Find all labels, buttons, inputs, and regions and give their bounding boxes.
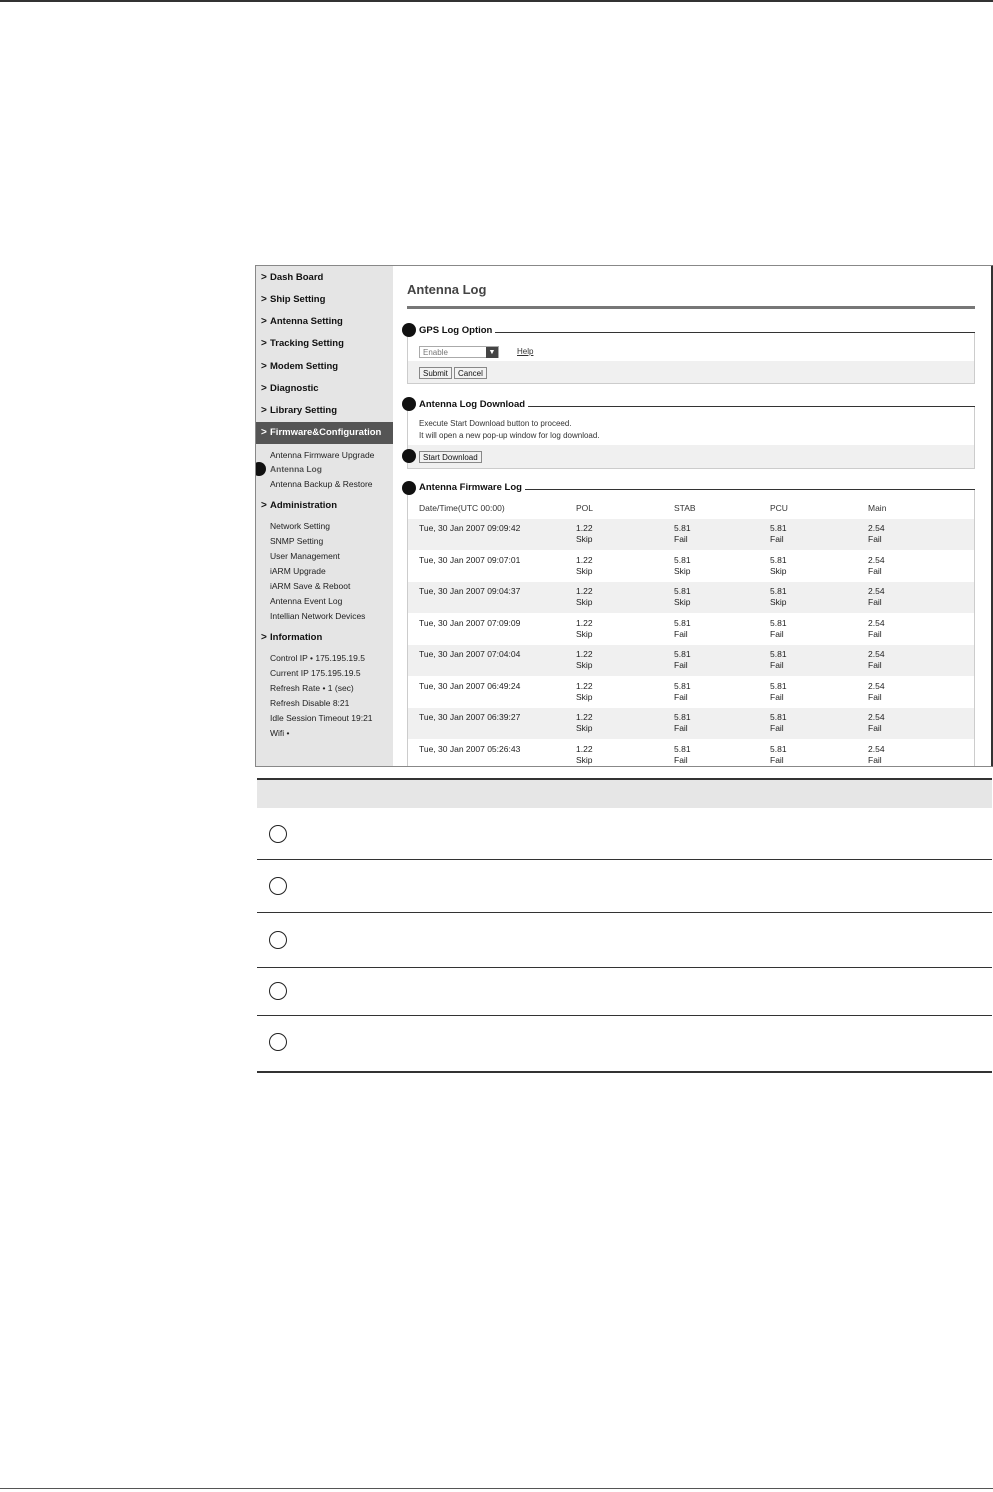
- log-main-status-cell: Fail: [868, 723, 882, 733]
- log-pol-version-cell: 1.22: [576, 523, 593, 533]
- log-pcu-version-cell: 5.81: [770, 712, 787, 722]
- cancel-button[interactable]: Cancel: [454, 367, 487, 379]
- log-stab-status-cell: Skip: [674, 565, 691, 576]
- log-pol-status-cell: Skip: [576, 754, 593, 765]
- chevron-right-icon: >: [261, 632, 267, 643]
- sidebar-item-tracking-setting[interactable]: [256, 333, 393, 355]
- log-pol-version-cell: 1.22: [576, 586, 593, 596]
- log-pcu-status-cell: Fail: [770, 691, 784, 702]
- sidebar-item-label: Library Setting: [270, 405, 338, 416]
- log-stab-version-cell: 5.81: [674, 649, 691, 659]
- info-current-ip: Current IP 175.195.19.5: [270, 668, 361, 678]
- sidebar-item-information[interactable]: [256, 627, 393, 649]
- log-pcu-version-cell: 5.81: [770, 554, 787, 565]
- log-main-version-cell: 2.54: [868, 712, 885, 722]
- log-date-cell: Tue, 30 Jan 2007 07:09:09: [419, 617, 521, 628]
- sidebar-item-administration[interactable]: [256, 495, 393, 517]
- sidebar-sub-iarm-upgrade[interactable]: iARM Upgrade: [270, 566, 326, 576]
- submit-button[interactable]: Submit: [419, 367, 452, 379]
- log-pol-version-cell: 1.22: [576, 743, 593, 754]
- info-wifi: Wifi •: [270, 728, 290, 738]
- bottom-rule: [0, 1488, 993, 1489]
- log-main-status-cell: Fail: [868, 534, 882, 544]
- sidebar-sub-iarm-save-reboot[interactable]: iARM Save & Reboot: [270, 581, 351, 591]
- log-pcu-version-cell: 5.81: [770, 680, 787, 691]
- log-stab-version-cell: 5.81: [674, 680, 691, 691]
- table-row: [408, 614, 974, 645]
- sidebar-item-library-setting[interactable]: [256, 400, 393, 422]
- log-pol-status-cell: Skip: [576, 723, 593, 733]
- log-date-cell: Tue, 30 Jan 2007 05:26:43: [419, 743, 521, 754]
- sidebar-sub-snmp-setting[interactable]: SNMP Setting: [270, 536, 324, 546]
- log-pol-version-cell: 1.22: [576, 554, 593, 565]
- chevron-right-icon: >: [261, 361, 267, 372]
- log-main-version-cell: 2.54: [868, 617, 885, 628]
- sidebar-item-ship-setting[interactable]: [256, 289, 393, 311]
- sidebar: [256, 266, 393, 766]
- firmware-log-title: Antenna Firmware Log: [419, 482, 525, 493]
- help-link[interactable]: Help: [517, 347, 534, 356]
- sidebar-item-label: Administration: [270, 500, 338, 511]
- log-main-status-cell: Fail: [868, 597, 882, 607]
- log-stab-status-cell: Fail: [674, 534, 688, 544]
- table-row: [408, 740, 974, 768]
- log-main-status-cell: Fail: [868, 660, 882, 670]
- start-download-button[interactable]: Start Download: [419, 451, 482, 463]
- sidebar-sub-intellian-network-devices[interactable]: Intellian Network Devices: [270, 611, 366, 621]
- sidebar-item-label: Tracking Setting: [270, 338, 344, 349]
- marker-dot-2: [402, 397, 416, 411]
- column-header-main: Main: [868, 503, 887, 513]
- sidebar-sub-antenna-firmware-upgrade[interactable]: Antenna Firmware Upgrade: [270, 450, 375, 460]
- log-date-cell: Tue, 30 Jan 2007 06:39:27: [419, 712, 521, 722]
- numbered-circle-icon: [269, 931, 287, 949]
- log-pcu-version-cell: 5.81: [770, 523, 787, 533]
- log-main-status-cell: Fail: [868, 754, 882, 765]
- log-date-cell: Tue, 30 Jan 2007 09:04:37: [419, 586, 521, 596]
- chevron-right-icon: >: [261, 427, 267, 438]
- log-date-cell: Tue, 30 Jan 2007 09:07:01: [419, 554, 521, 565]
- column-header-pcu: PCU: [770, 503, 788, 513]
- log-stab-version-cell: 5.81: [674, 712, 691, 722]
- table-row: [408, 519, 974, 550]
- log-pcu-status-cell: Skip: [770, 565, 787, 576]
- info-refresh-rate: Refresh Rate • 1 (sec): [270, 683, 354, 693]
- log-stab-version-cell: 5.81: [674, 586, 691, 596]
- description-table-header: [257, 778, 992, 808]
- chevron-right-icon: >: [261, 383, 267, 394]
- log-main-version-cell: 2.54: [868, 743, 885, 754]
- log-pcu-status-cell: Skip: [770, 597, 787, 607]
- log-pcu-status-cell: Fail: [770, 660, 784, 670]
- table-row: [408, 708, 974, 739]
- description-row: [257, 860, 992, 913]
- gps-log-select-value: Enable: [423, 348, 448, 357]
- sidebar-item-firmware-configuration[interactable]: [256, 422, 393, 444]
- chevron-right-icon: >: [261, 316, 267, 327]
- log-download-title: Antenna Log Download: [419, 399, 528, 410]
- log-pol-status-cell: Skip: [576, 534, 593, 544]
- log-main-version-cell: 2.54: [868, 586, 885, 596]
- log-pol-status-cell: Skip: [576, 660, 593, 670]
- description-row: [257, 808, 992, 860]
- sidebar-item-modem-setting[interactable]: [256, 356, 393, 378]
- page-title: Antenna Log: [407, 282, 487, 297]
- marker-dot-3: [402, 449, 416, 463]
- log-pcu-version-cell: 5.81: [770, 743, 787, 754]
- log-date-cell: Tue, 30 Jan 2007 07:04:04: [419, 649, 521, 659]
- log-stab-version-cell: 5.81: [674, 617, 691, 628]
- sidebar-sub-antenna-backup-restore[interactable]: Antenna Backup & Restore: [270, 479, 373, 489]
- log-pol-version-cell: 1.22: [576, 680, 593, 691]
- sidebar-item-label: Diagnostic: [270, 383, 319, 394]
- gps-button-band: [408, 361, 974, 383]
- sidebar-sub-antenna-event-log[interactable]: Antenna Event Log: [270, 596, 343, 606]
- log-pol-version-cell: 1.22: [576, 617, 593, 628]
- log-stab-version-cell: 5.81: [674, 743, 691, 754]
- download-note-2: It will open a new pop-up window for log download.: [419, 431, 600, 440]
- log-main-status-cell: Fail: [868, 565, 882, 576]
- numbered-circle-icon: [269, 877, 287, 895]
- sidebar-item-label: Firmware&Configuration: [270, 427, 382, 438]
- sidebar-sub-network-setting[interactable]: Network Setting: [270, 521, 330, 531]
- table-row: [408, 582, 974, 613]
- dropdown-arrow-icon[interactable]: ▼: [486, 347, 498, 358]
- log-stab-status-cell: Fail: [674, 691, 688, 702]
- log-main-status-cell: Fail: [868, 628, 882, 639]
- column-header-pol: POL: [576, 503, 594, 513]
- log-stab-status-cell: Fail: [674, 660, 688, 670]
- table-row: [408, 551, 974, 582]
- sidebar-item-antenna-setting[interactable]: [256, 311, 393, 333]
- column-header-datetime: Date/Time(UTC 00:00): [419, 503, 505, 513]
- log-date-cell: Tue, 30 Jan 2007 06:49:24: [419, 680, 521, 691]
- log-stab-version-cell: 5.81: [674, 523, 691, 533]
- log-pcu-version-cell: 5.81: [770, 649, 787, 659]
- log-pol-version-cell: 1.22: [576, 712, 593, 722]
- log-pol-version-cell: 1.22: [576, 649, 593, 659]
- screenshot-frame: [255, 265, 993, 767]
- chevron-right-icon: >: [261, 500, 267, 511]
- sidebar-sub-antenna-log[interactable]: Antenna Log: [270, 464, 322, 474]
- description-row: [257, 968, 992, 1016]
- sidebar-item-label: Dash Board: [270, 272, 324, 283]
- log-pol-status-cell: Skip: [576, 597, 593, 607]
- log-main-version-cell: 2.54: [868, 554, 885, 565]
- top-rule: [0, 0, 993, 2]
- description-row: [257, 1016, 992, 1073]
- sidebar-item-diagnostic[interactable]: [256, 378, 393, 400]
- marker-dot-4: [402, 481, 416, 495]
- numbered-circle-icon: [269, 825, 287, 843]
- log-stab-status-cell: Fail: [674, 628, 688, 639]
- log-stab-status-cell: Fail: [674, 754, 688, 765]
- chevron-right-icon: >: [261, 272, 267, 283]
- log-main-version-cell: 2.54: [868, 680, 885, 691]
- log-pol-status-cell: Skip: [576, 628, 593, 639]
- numbered-circle-icon: [269, 1033, 287, 1051]
- gps-section-line: [419, 332, 975, 333]
- log-stab-status-cell: Skip: [674, 597, 691, 607]
- table-row: [408, 645, 974, 676]
- sidebar-item-label: Antenna Setting: [270, 316, 343, 327]
- chevron-right-icon: >: [261, 338, 267, 349]
- download-button-band: [408, 445, 974, 468]
- sidebar-item-label: Information: [270, 632, 323, 643]
- sidebar-item-label: Ship Setting: [270, 294, 326, 305]
- column-header-stab: STAB: [674, 503, 696, 513]
- description-row: [257, 913, 992, 968]
- log-main-version-cell: 2.54: [868, 523, 885, 533]
- log-main-version-cell: 2.54: [868, 649, 885, 659]
- log-date-cell: Tue, 30 Jan 2007 09:09:42: [419, 523, 521, 533]
- info-idle-session-timeout: Idle Session Timeout 19:21: [270, 713, 373, 723]
- log-stab-status-cell: Fail: [674, 723, 688, 733]
- main-panel: [393, 266, 991, 766]
- sidebar-item-label: Modem Setting: [270, 361, 339, 372]
- log-pcu-status-cell: Fail: [770, 723, 784, 733]
- log-pcu-status-cell: Fail: [770, 628, 784, 639]
- sidebar-item-dash-board[interactable]: [256, 267, 393, 289]
- log-pcu-version-cell: 5.81: [770, 586, 787, 596]
- sidebar-sub-user-management[interactable]: User Management: [270, 551, 340, 561]
- marker-dot-1: [402, 323, 416, 337]
- log-pcu-status-cell: Fail: [770, 534, 784, 544]
- log-pol-status-cell: Skip: [576, 565, 593, 576]
- gps-log-option-title: GPS Log Option: [419, 325, 495, 336]
- table-row: [408, 677, 974, 708]
- chevron-right-icon: >: [261, 405, 267, 416]
- info-refresh-disable: Refresh Disable 8:21: [270, 698, 350, 708]
- numbered-circle-icon: [269, 982, 287, 1000]
- title-divider: [407, 306, 975, 309]
- log-pcu-status-cell: Fail: [770, 754, 784, 765]
- chevron-right-icon: >: [261, 294, 267, 305]
- log-pol-status-cell: Skip: [576, 691, 593, 702]
- info-control-ip: Control IP • 175.195.19.5: [270, 653, 365, 663]
- log-pcu-version-cell: 5.81: [770, 617, 787, 628]
- gps-log-select[interactable]: [419, 346, 499, 358]
- download-note-1: Execute Start Download button to proceed.: [419, 419, 572, 428]
- log-stab-version-cell: 5.81: [674, 554, 691, 565]
- log-main-status-cell: Fail: [868, 691, 882, 702]
